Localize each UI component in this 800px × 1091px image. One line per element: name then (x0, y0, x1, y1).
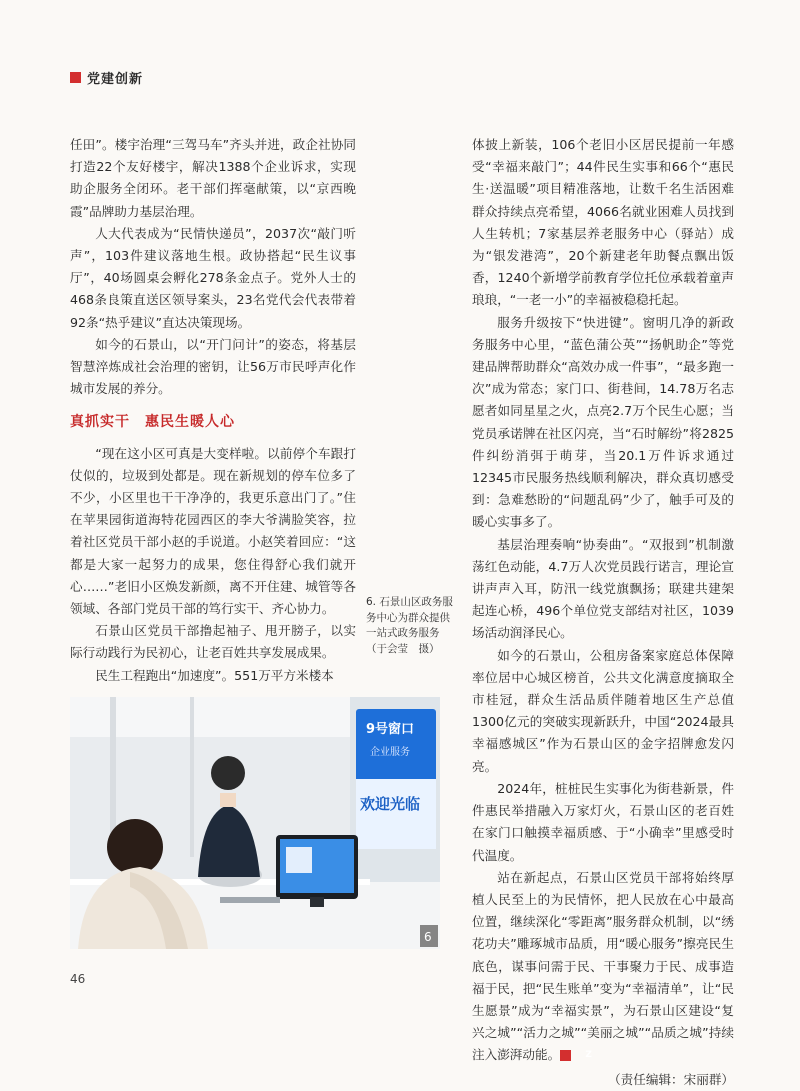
paragraph: 如今的石景山，以“开门问计”的姿态，将基层智慧淬炼成社会治理的密钥，让56万市民呼声化作城市发展的养分。 (70, 336, 356, 397)
photo-number: 6 (424, 930, 432, 944)
section-title: 党建创新 (87, 72, 144, 87)
window-sub: 企业服务 (370, 747, 410, 758)
paragraph: 基层治理奏响“协奏曲”。“双报到”机制激荡红色动能，4.7万人次党员践行诺言，理论宣讲声声入耳，防汛一线党旗飘扬；联建共建架起连心桥，496个单位党支部结对社区，1039场活动润泽民心。 (472, 536, 734, 641)
section-header (70, 68, 143, 87)
window-sign: 9号窗口 (366, 722, 415, 737)
paragraph: 如今的石景山，公租房备案家庭总体保障率位居中心城区榜首，公共文化满意度摘取全市桂冠，群众生活品质伴随着地区生产总值1300亿元的突破实现新跃升，中国“2024最具幸福感城区”作为石景山区的金字招牌愈发闪亮。 (472, 647, 734, 774)
paragraph: 任田”。楼宇治理“三驾马车”齐头并进，政企社协同打造22个友好楼宇，解决1388个企业诉求，实现助企服务全闭环。老干部们挥毫献策，以“京西晚霞”品牌助力基层治理。 (70, 137, 356, 219)
paragraph: 体披上新装，106个老旧小区居民提前一年感受“幸福来敲门”；44件民生实事和66个“惠民生·送温暖”项目精准落地，让数千名生活困难群众持续点亮希望，4066名就业困难人员找到人生转机；7家基层养老服务中心（驿站）成为“银发港湾”，20个新建老年助餐点飘出饭香，1240个新增学前教育学位托位承载着童声琅琅，“一老一小”的幸福被稳稳托起。 (472, 137, 734, 308)
editor-credit: （责任编辑：宋丽群） (608, 1071, 734, 1087)
service-center-photo (70, 697, 440, 949)
photo-caption: 6. 石景山区政务服务中心为群众提供一站式政务服务 （于会莹 摄） (366, 596, 453, 655)
paragraph: “现在这小区可真是大变样啦。以前停个车跟打仗似的，垃圾到处都是。现在新规划的停车位多了不少，小区里也干干净净的，我更乐意出门了。”住在苹果园街道海特花园西区的李大爷满脸笑容，拉着社区党员干部小赵的手说道。小赵笑着回应：“这都是大家一起努力的成果，您住得舒心我们就开心……”老旧小区焕发新颜，离不开住建、城管等各领域、各部门党员干部的笃行实干、齐心协力。 (70, 445, 356, 617)
welcome-banner: 欢迎光临 (360, 795, 421, 813)
section-marker (70, 72, 81, 83)
subheading: 真抓实干 惠民生暖人心 (70, 414, 235, 431)
paragraph-text: 站在新起点，石景山区党员干部将始终厚植人民至上的为民情怀，把人民放在心中最高位置，继续深化“零距离”服务群众机制，以“绣花功夫”雕琢城市品质，用“暖心服务”擦亮民生底色，谋事问需于民、干事聚力于民、成事造福于民，把“民生账单”变为“幸福清单”，让“民生愿景”成为“幸福实景”，为石景山区建设“复兴之城”“活力之城”“美丽之城”“品质之城”持续注入澎湃动能。 (472, 869, 734, 1063)
paragraph: 服务升级按下“快进键”。窗明几净的新政务服务中心里，“蓝色蒲公英”“扬帆助企”等党建品牌帮助群众“高效办成一件事”，“最多跑一次”成为常态；家门口、街巷间，14.78万名志愿者如同星星之火，点亮2.7万个民生心愿；当党员承诺牌在社区闪亮，当“石时解纷”将2825件纠纷消弭于萌芽，当20.1万件诉求通过12345市民服务热线顺利解决，群众真切感受到：急难愁盼的“问题乱码”少了，触手可及的暖心实事多了。 (472, 314, 734, 530)
page-number: 46 (70, 972, 86, 986)
article-right-column (472, 134, 734, 1091)
paragraph: 2024年，桩桩民生实事化为街巷新景，件件惠民举措融入万家灯火，石景山区的老百姓在家门口触摸幸福质感、于“小确幸”里感受时代温度。 (472, 780, 734, 863)
paragraph (472, 867, 734, 1067)
paragraph: 石景山区党员干部撸起袖子、甩开膀子，以实际行动践行为民初心，让老百姓共享发展成果。 (70, 623, 356, 661)
paragraph: 民生工程跑出“加速度”。551万平方米楼本 (95, 667, 334, 683)
article-left-column (70, 134, 356, 687)
paragraph: 人大代表成为“民情快递员”，2037次“敲门听声”，103件建议落地生根。政协搭起“民生议事厅”，40场圆桌会孵化278条金点子。党外人士的468条良策直送区领导案头，23名党代会代表带着92条“热乎建议”直达决策现场。 (70, 225, 356, 330)
end-mark: Z (560, 1050, 571, 1061)
